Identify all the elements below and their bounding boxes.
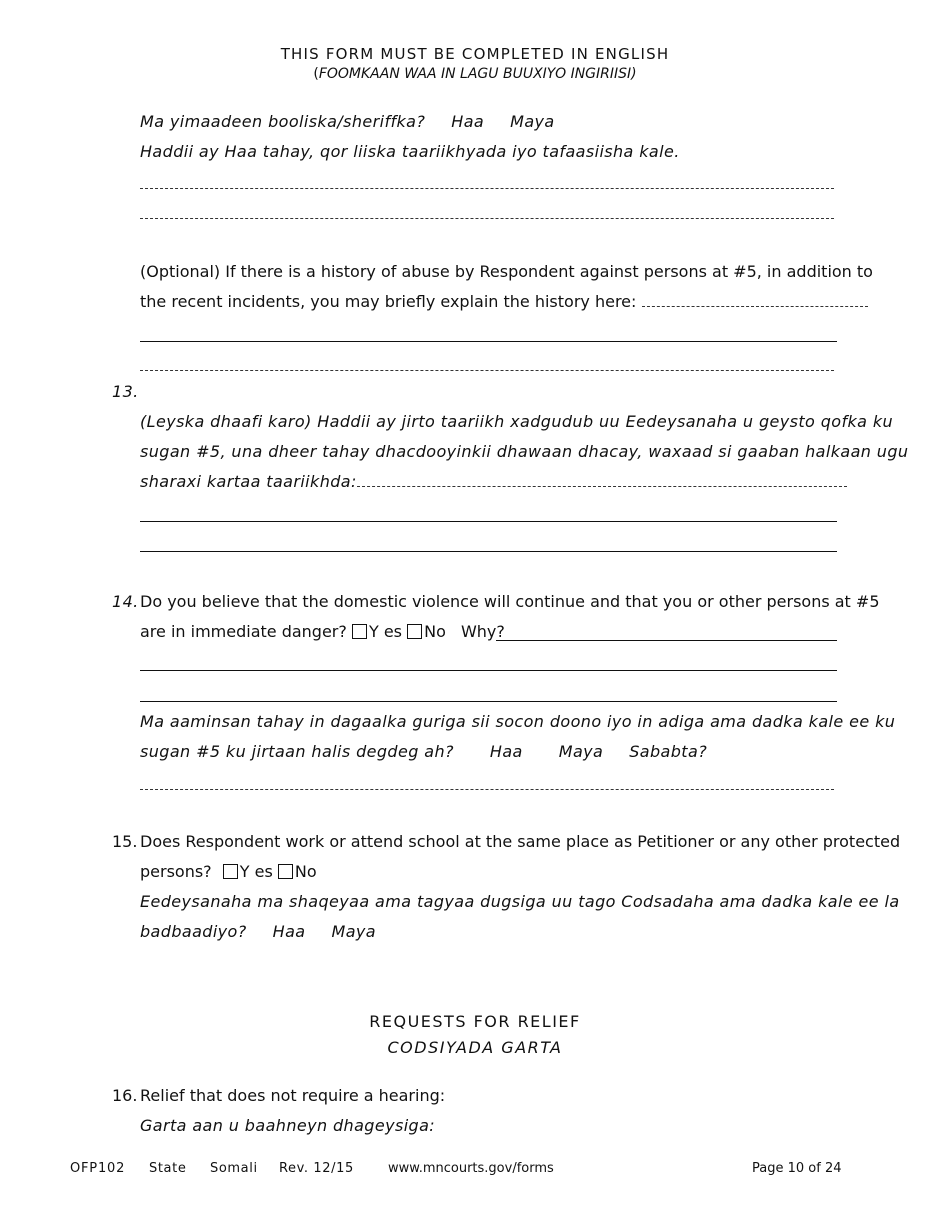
- police-answer-line-1[interactable]: [140, 188, 834, 189]
- q13-answer-line-2[interactable]: [140, 551, 837, 552]
- relief-subtitle: CODSIYADA GARTA: [387, 1038, 563, 1057]
- q15-so-no-option[interactable]: Maya: [331, 922, 376, 941]
- history-answer-line-2[interactable]: [140, 370, 834, 371]
- history-answer-line-1[interactable]: [140, 341, 837, 342]
- history-line-2: [140, 293, 868, 311]
- q14-line-1: Do you believe that the domestic violence will continue and that you or other persons at #5: [140, 592, 880, 611]
- q13-number: 13.: [112, 382, 139, 401]
- q14-no-checkbox[interactable]: [407, 624, 422, 639]
- q14-why-label: Why?: [460, 622, 505, 641]
- q14-no-label: No: [424, 622, 446, 641]
- q14-line-2: [140, 623, 505, 641]
- q16-line-1: Relief that does not require a hearing:: [140, 1086, 446, 1105]
- q14-so-line-2-text: sugan #5 ku jirtaan halis degdeg ah?: [140, 742, 454, 761]
- history-line-1: (Optional) If there is a history of abuse by Respondent against persons at #5, in addition to: [140, 262, 873, 281]
- q15-so-yes-option[interactable]: Haa: [272, 922, 306, 941]
- q14-line-2-text: are in immediate danger?: [140, 622, 347, 641]
- q15-so-line-1: Eedeysanaha ma shaqeyaa ama tagyaa dugsiga uu tago Codsadaha ama dadka kale ee la: [140, 892, 900, 911]
- q14-answer-line-2[interactable]: [140, 701, 837, 702]
- police-yes-option[interactable]: Haa: [451, 112, 485, 131]
- footer-language: Somali: [210, 1161, 258, 1176]
- q16-number: 16.: [112, 1086, 138, 1105]
- q14-so-line-2: [140, 743, 707, 761]
- q14-yes-label: Y es: [368, 622, 403, 641]
- footer-page-number: Page 10 of 24: [752, 1161, 842, 1176]
- q13-so-line-3-text: sharaxi kartaa taariikhda:: [140, 472, 357, 491]
- q15-line-2-text: persons?: [140, 862, 212, 881]
- q15-no-label: No: [294, 862, 317, 881]
- q13-so-line-3: [140, 473, 847, 491]
- q13-so-line-1: (Leyska dhaafi karo) Haddii ay jirto taariikh xadgudub uu Eedeysanaha u geysto qofka ku: [140, 412, 894, 431]
- q14-so-answer-line[interactable]: [140, 789, 834, 790]
- footer-revision: Rev. 12/15: [279, 1161, 354, 1176]
- q14-so-why-label: Sababta?: [629, 742, 708, 761]
- q15-so-line-2-text: badbaadiyo?: [140, 922, 247, 941]
- q14-answer-line-1[interactable]: [140, 670, 837, 671]
- q15-yes-label: Y es: [239, 862, 273, 881]
- subtitle-text: FOOMKAAN WAA IN LAGU BUUXIYO INGIRIISI): [318, 66, 637, 82]
- footer-url[interactable]: www.mncourts.gov/forms: [388, 1161, 554, 1176]
- q14-yes-checkbox[interactable]: [352, 624, 367, 639]
- q15-so-line-2: [140, 923, 376, 941]
- police-question-text: Ma yimaadeen booliska/sheriffka?: [140, 112, 426, 131]
- relief-title: REQUESTS FOR RELIEF: [369, 1012, 581, 1031]
- q14-so-yes-option[interactable]: Haa: [489, 742, 523, 761]
- q16-so-line-1: Garta aan u baahneyn dhageysiga:: [140, 1116, 436, 1135]
- subtitle-open-paren: (: [313, 66, 319, 82]
- q14-why-answer-inline[interactable]: [496, 640, 837, 641]
- q14-number: 14.: [112, 592, 139, 611]
- q15-no-checkbox[interactable]: [278, 864, 293, 879]
- police-instruction-so: Haddii ay Haa tahay, qor liiska taariikhyada iyo tafaasiisha kale.: [140, 142, 680, 161]
- police-question-so: [140, 113, 555, 131]
- footer-scope: State: [149, 1161, 187, 1176]
- q15-yes-checkbox[interactable]: [223, 864, 238, 879]
- q14-so-line-1: Ma aaminsan tahay in dagaalka guriga sii socon doono iyo in adiga ama dadka kale ee ku: [140, 712, 896, 731]
- q14-so-no-option[interactable]: Maya: [558, 742, 604, 761]
- police-answer-line-2[interactable]: [140, 218, 834, 219]
- history-line-2-text: the recent incidents, you may briefly explain the history here:: [140, 292, 637, 311]
- q13-answer-line-1[interactable]: [140, 521, 837, 522]
- q15-number: 15.: [112, 832, 138, 851]
- q13-so-line-2: sugan #5, una dheer tahay dhacdooyinkii dhawaan dhacay, waxaad si gaaban halkaan ugu: [140, 442, 909, 461]
- form-title: THIS FORM MUST BE COMPLETED IN ENGLISH: [280, 45, 670, 63]
- footer-form-id: OFP102: [70, 1161, 126, 1176]
- q15-line-2: [140, 863, 317, 881]
- q13-answer-inline[interactable]: [357, 474, 847, 487]
- form-subtitle: [0, 66, 950, 82]
- police-no-option[interactable]: Maya: [510, 112, 555, 131]
- q15-line-1: Does Respondent work or attend school at the same place as Petitioner or any other protected: [140, 832, 901, 851]
- history-answer-inline[interactable]: [642, 294, 868, 307]
